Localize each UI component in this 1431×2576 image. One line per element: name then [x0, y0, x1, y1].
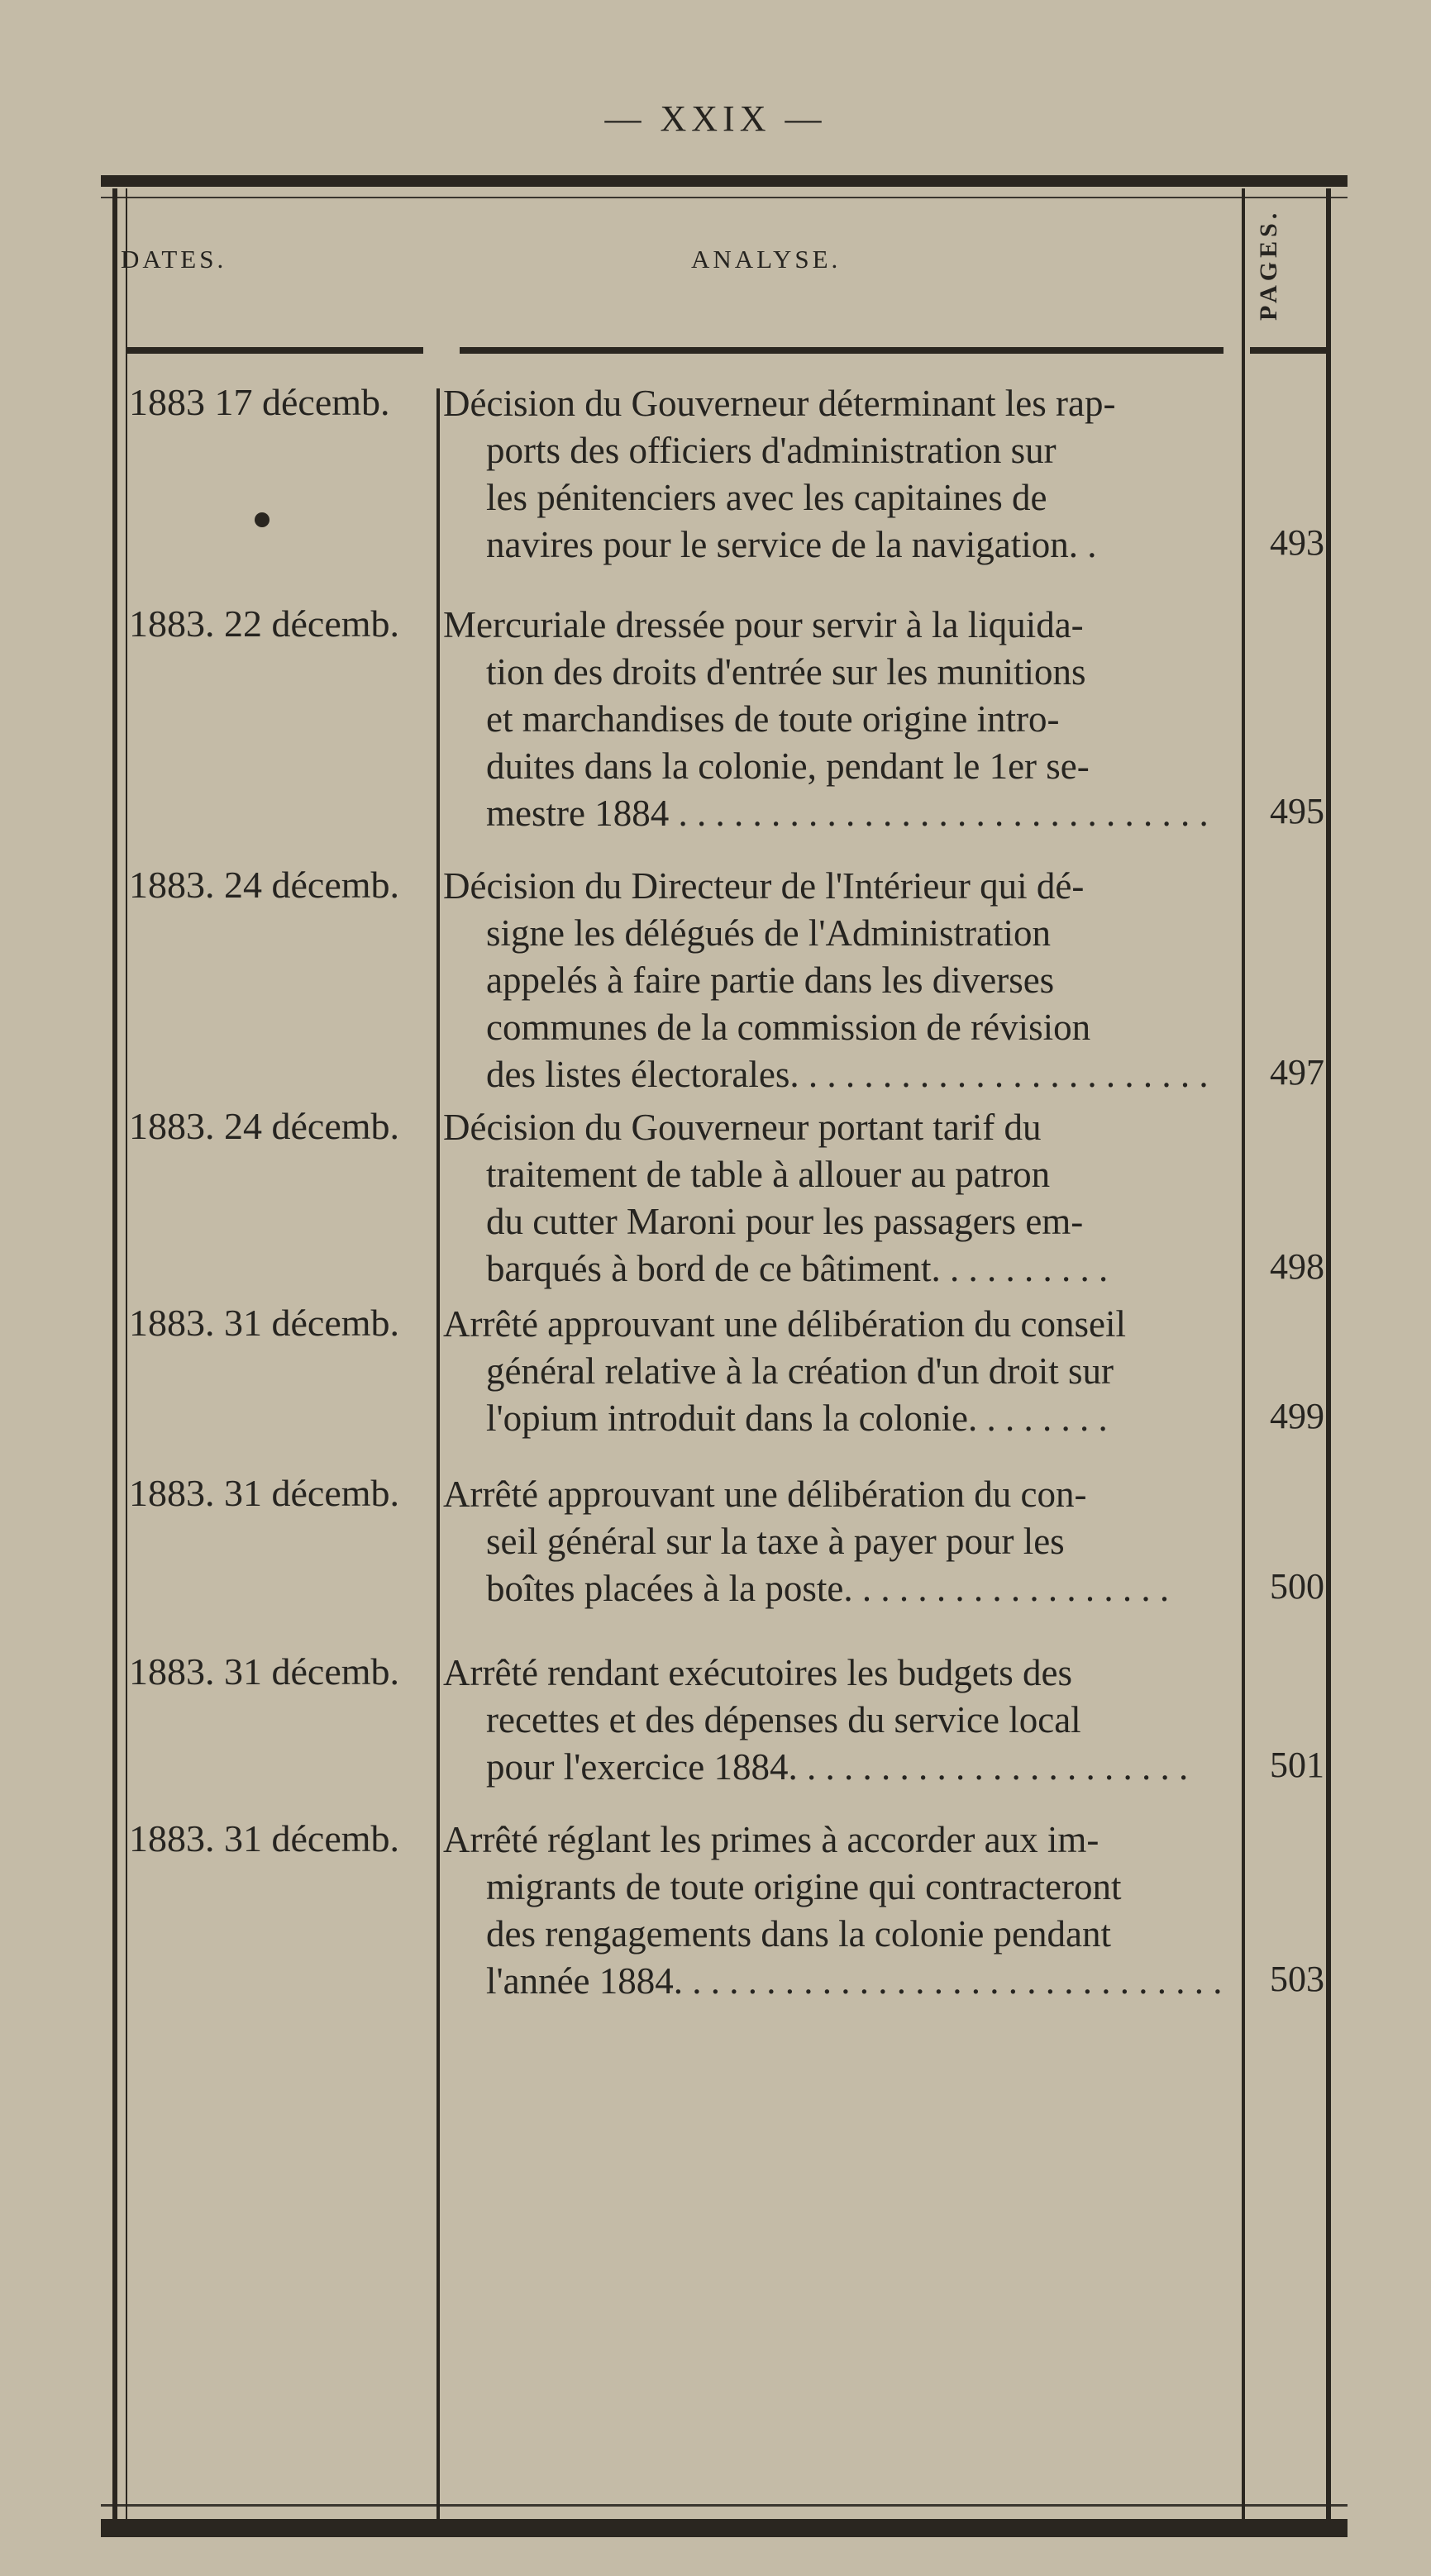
entry-date: 1883. 31 décemb. — [129, 1817, 400, 1859]
analyse-column-rule — [1242, 188, 1245, 2532]
analyse-line: des listes électorales. . . . . . . . . . . . . . . . . . . . . . . — [486, 1054, 1209, 1095]
entry-page: 503 — [1270, 1959, 1324, 1999]
analyse-line: l'opium introduit dans la colonie. . . . . . . . — [486, 1398, 1108, 1439]
analyse-line: Arrêté approuvant une délibération du conseil — [443, 1303, 1126, 1345]
header-analyse: ANALYSE. — [691, 245, 842, 274]
entry-page: 497 — [1270, 1052, 1324, 1093]
analyse-line: appelés à faire partie dans les diverses — [486, 959, 1055, 1001]
analyse-line: communes de la commission de révision — [486, 1007, 1091, 1048]
top-thin-rule — [101, 197, 1348, 198]
analyse-line: Arrêté rendant exécutoires les budgets des — [443, 1652, 1072, 1693]
analyse-line: duites dans la colonie, pendant le 1er se- — [486, 745, 1090, 787]
page-number: — XXIX — — [604, 98, 827, 139]
analyse-line: Décision du Gouverneur déterminant les rap- — [443, 383, 1116, 424]
analyse-line: pour l'exercice 1884. . . . . . . . . . . . . . . . . . . . . . — [486, 1746, 1189, 1788]
entry-analyse — [443, 1104, 1237, 1293]
entry-analyse — [443, 1650, 1237, 1791]
left-border-rule — [112, 188, 117, 2532]
entry-page: 499 — [1270, 1396, 1324, 1436]
analyse-line: Mercuriale dressée pour servir à la liquida- — [443, 604, 1084, 645]
analyse-line: Arrêté approuvant une délibération du con- — [443, 1474, 1087, 1515]
header-rule-dates — [126, 347, 423, 354]
analyse-line: recettes et des dépenses du service local — [486, 1699, 1081, 1740]
analyse-line: boîtes placées à la poste. . . . . . . . . . . . . . . . . . — [486, 1568, 1170, 1609]
right-border-rule — [1326, 188, 1331, 2532]
bottom-thick-rule — [101, 2519, 1348, 2537]
analyse-line: des rengagements dans la colonie pendant — [486, 1913, 1111, 1955]
left-border-inner-rule — [126, 188, 127, 2532]
analyse-line: traitement de table à allouer au patron — [486, 1154, 1051, 1195]
entry-date: 1883. 31 décemb. — [129, 1302, 400, 1344]
analyse-line: ports des officiers d'administration sur — [486, 430, 1057, 471]
entry-analyse — [443, 380, 1237, 569]
entry-page: 495 — [1270, 791, 1324, 831]
analyse-line: signe les délégués de l'Administration — [486, 912, 1051, 954]
entry-analyse — [443, 602, 1237, 837]
entry-date: 1883. 22 décemb. — [129, 602, 400, 645]
header-rule-analyse — [460, 347, 1224, 354]
analyse-line: mestre 1884 . . . . . . . . . . . . . . . . . . . . . . . . . . . . . — [486, 793, 1209, 834]
analyse-line: barqués à bord de ce bâtiment. . . . . . . . . . — [486, 1248, 1109, 1289]
analyse-line: les pénitenciers avec les capitaines de — [486, 477, 1047, 518]
entry-page: 501 — [1270, 1745, 1324, 1785]
analyse-line: Décision du Directeur de l'Intérieur qui dé- — [443, 865, 1085, 907]
analyse-line: du cutter Maroni pour les passagers em- — [486, 1201, 1084, 1242]
entry-page: 493 — [1270, 522, 1324, 563]
analyse-line: et marchandises de toute origine intro- — [486, 698, 1060, 740]
entry-analyse — [443, 1301, 1237, 1442]
entry-analyse — [443, 1817, 1237, 2005]
date-column-rule — [436, 388, 440, 2534]
top-thick-rule — [101, 175, 1348, 187]
entry-date: 1883. 31 décemb. — [129, 1650, 400, 1693]
analyse-line: Décision du Gouverneur portant tarif du — [443, 1107, 1042, 1148]
analyse-line: général relative à la création d'un droit sur — [486, 1350, 1114, 1392]
analyse-line: navires pour le service de la navigation. . — [486, 524, 1097, 565]
analyse-line: tion des droits d'entrée sur les munitions — [486, 651, 1086, 693]
header-rule-pages — [1250, 347, 1326, 354]
entry-date: 1883 17 décemb. — [129, 381, 390, 423]
analyse-line: Arrêté réglant les primes à accorder aux im- — [443, 1819, 1099, 1860]
entry-page: 498 — [1270, 1246, 1324, 1287]
entry-analyse — [443, 1471, 1237, 1612]
entry-page: 500 — [1270, 1566, 1324, 1607]
analyse-line: l'année 1884. . . . . . . . . . . . . . . . . . . . . . . . . . . . . . — [486, 1960, 1223, 2002]
header-dates: DATES. — [121, 245, 227, 274]
bottom-thin-rule — [101, 2504, 1348, 2507]
entry-date: 1883. 24 décemb. — [129, 864, 400, 906]
entry-analyse — [443, 863, 1237, 1098]
entry-date: 1883. 31 décemb. — [129, 1472, 400, 1514]
entry-date: 1883. 24 décemb. — [129, 1105, 400, 1147]
analyse-line: seil général sur la taxe à payer pour les — [486, 1521, 1065, 1562]
ink-dot — [255, 512, 270, 527]
analyse-line: migrants de toute origine qui contracteront — [486, 1866, 1122, 1907]
header-pages: PAGES. — [1255, 208, 1282, 321]
